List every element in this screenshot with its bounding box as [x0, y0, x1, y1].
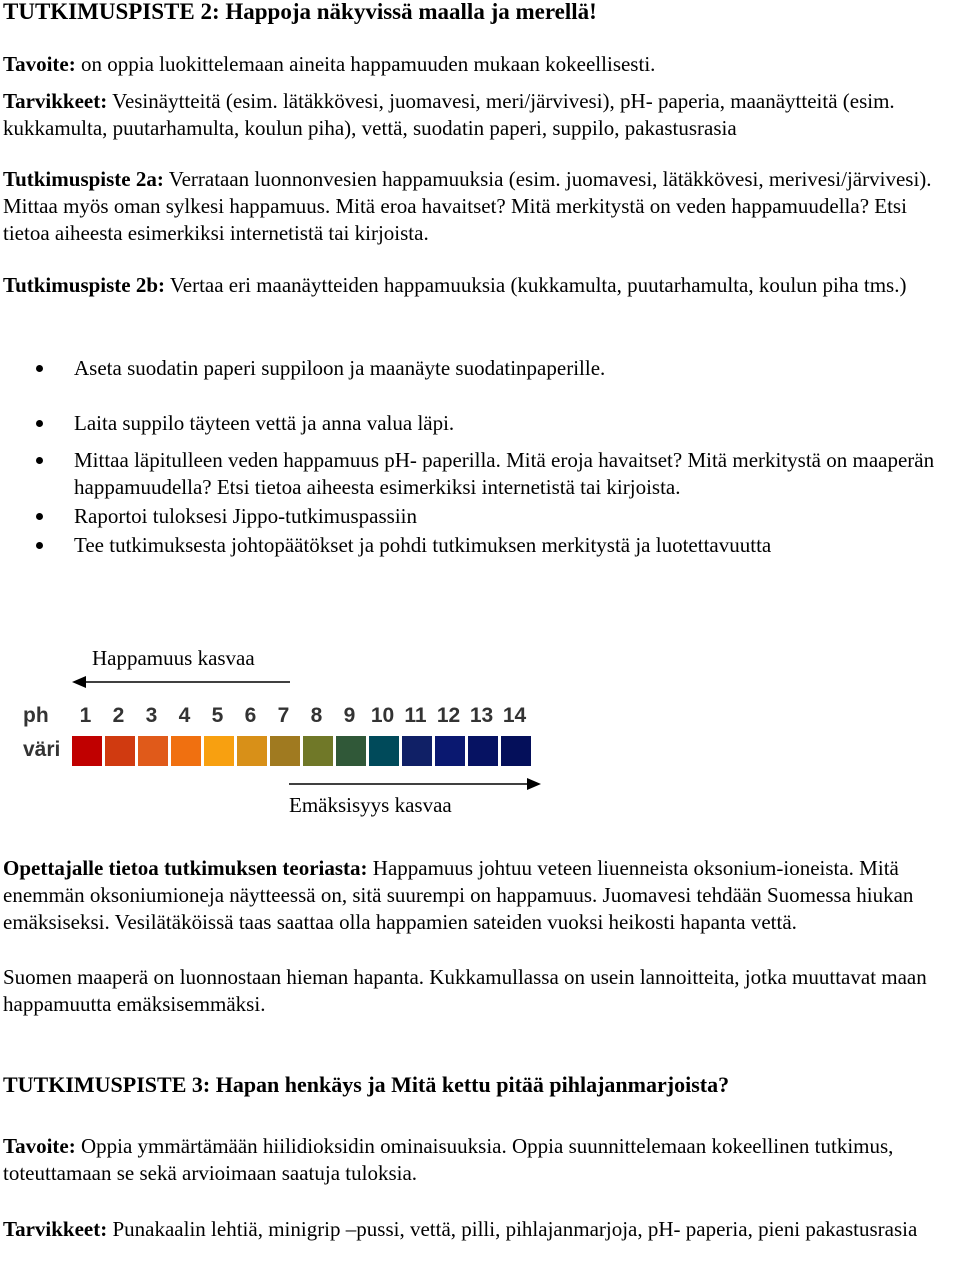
list-item-text: Mittaa läpitulleen veden happamuus pH- paperilla. Mitä eroja havaitset? Mitä merkitystä on maaperän happamuudella? Etsi tietoa aiheesta esimerkiksi internetistä tai kirjoista.	[74, 448, 935, 499]
teacher-info	[3, 855, 958, 936]
bullet-icon	[36, 365, 43, 372]
ph-color-cell-4	[171, 736, 201, 766]
ph-color-cell-3	[138, 736, 168, 766]
section2-goal	[3, 51, 958, 78]
section2a	[3, 166, 958, 247]
bullet-icon	[36, 513, 43, 520]
list-item-text: Aseta suodatin paperi suppiloon ja maanäyte suodatinpaperille.	[74, 356, 606, 380]
goal-label: Tavoite:	[3, 52, 76, 76]
ph-color-cell-11	[402, 736, 432, 766]
ph-color-cell-10	[369, 736, 399, 766]
ph-value-8: 8	[310, 704, 323, 727]
ph-value-13: 13	[469, 704, 494, 727]
bullet-icon	[36, 542, 43, 549]
alkalinity-arrow-icon	[285, 774, 545, 794]
ph-color-cell-13	[468, 736, 498, 766]
ph-color-cell-12	[435, 736, 465, 766]
color-row-label: väri	[23, 738, 61, 761]
supplies-label: Tarvikkeet:	[3, 89, 108, 113]
goal-text: Oppia ymmärtämään hiilidioksidin ominaisuuksia. Oppia suunnittelemaan kokeellinen tutkimus, toteuttamaan se sekä arvioimaan saatuja tuloksia.	[3, 1134, 894, 1185]
ph-value-1: 1	[79, 704, 92, 727]
bullet-icon	[36, 457, 43, 464]
ph-value-5: 5	[211, 704, 224, 727]
section2a-text: Verrataan luonnonvesien happamuuksia (esim. juomavesi, lätäkkövesi, merivesi/järvivesi). Mittaa myös oman sylkesi happamuus. Mitä eroa havaitset? Mitä merkitystä on veden happamuudella? Etsi tietoa aiheesta esimerkiksi internetistä tai kirjoista.	[3, 167, 932, 245]
ph-color-cell-2	[105, 736, 135, 766]
teacher-info-2: Suomen maaperä on luonnostaan hieman hapanta. Kukkamullassa on usein lannoitteita, jotka muuttavat maan happamuutta emäksisemmäksi.	[3, 965, 927, 1016]
ph-value-10: 10	[370, 704, 395, 727]
ph-color-cell-1	[72, 736, 102, 766]
list-item-text: Raportoi tuloksesi Jippo-tutkimuspassiin	[74, 504, 418, 528]
alkalinity-label: Emäksisyys kasvaa	[289, 793, 452, 817]
teacher-text: Happamuus johtuu veteen liuenneista oksonium-ioneista. Mitä enemmän oksoniumioneja näytteessä on, sitä suurempi on happamuus. Juomavesi tehdään Suomessa hiukan emäksiseksi. Vesilätäköissä taas saattaa olla happamien sateiden vuoksi heikosti hapanta vettä.	[3, 856, 914, 934]
ph-color-cell-7	[270, 736, 300, 766]
ph-value-11: 11	[404, 704, 427, 727]
ph-value-9: 9	[343, 704, 356, 727]
section2b	[3, 272, 958, 299]
section3-heading: TUTKIMUSPISTE 3: Hapan henkäys ja Mitä kettu pitää pihlajanmarjoista?	[3, 1072, 730, 1097]
supplies-text: Vesinäytteitä (esim. lätäkkövesi, juomavesi, meri/järvivesi), pH- paperia, maanäytteitä (esim. kukkamulta, puutarhamulta, koulun piha), vettä, suodatin paperi, suppilo, pakastusrasia	[3, 89, 895, 140]
section3-goal	[3, 1133, 958, 1187]
ph-value-14: 14	[502, 704, 527, 727]
ph-value-4: 4	[178, 704, 191, 727]
list-item-text: Laita suppilo täyteen vettä ja anna valua läpi.	[74, 411, 455, 435]
supplies-text: Punakaalin lehtiä, minigrip –pussi, vettä, pilli, pihlajanmarjoja, pH- paperia, pieni pakastusrasia	[107, 1217, 918, 1241]
goal-text: on oppia luokittelemaan aineita happamuuden mukaan kokeellisesti.	[75, 52, 656, 76]
ph-color-cell-5	[204, 736, 234, 766]
ph-value-2: 2	[112, 704, 125, 727]
ph-color-cell-6	[237, 736, 267, 766]
section2-supplies	[3, 88, 958, 142]
ph-value-7: 7	[277, 704, 290, 727]
section2a-label: Tutkimuspiste 2a:	[3, 167, 164, 191]
section2b-text: Vertaa eri maanäytteiden happamuuksia (kukkamulta, puutarhamulta, koulun piha tms.)	[165, 273, 907, 297]
ph-color-cell-14	[501, 736, 531, 766]
list-item-text: Tee tutkimuksesta johtopäätökset ja pohdi tutkimuksen merkitystä ja luotettavuutta	[74, 533, 772, 557]
ph-color-cell-9	[336, 736, 366, 766]
acidity-label: Happamuus kasvaa	[92, 646, 255, 670]
ph-value-3: 3	[145, 704, 158, 727]
goal-label: Tavoite:	[3, 1134, 76, 1158]
ph-color-cell-8	[303, 736, 333, 766]
section2b-label: Tutkimuspiste 2b:	[3, 273, 166, 297]
bullet-icon	[36, 420, 43, 427]
section2-heading: TUTKIMUSPISTE 2: Happoja näkyvissä maalla ja merellä!	[3, 0, 597, 24]
ph-value-6: 6	[244, 704, 257, 727]
teacher-label: Opettajalle tietoa tutkimuksen teoriasta:	[3, 856, 368, 880]
supplies-label: Tarvikkeet:	[3, 1217, 108, 1241]
ph-value-12: 12	[436, 704, 461, 727]
section3-supplies	[3, 1216, 958, 1243]
acidity-arrow-icon	[70, 672, 295, 692]
ph-row-label: ph	[23, 704, 49, 727]
